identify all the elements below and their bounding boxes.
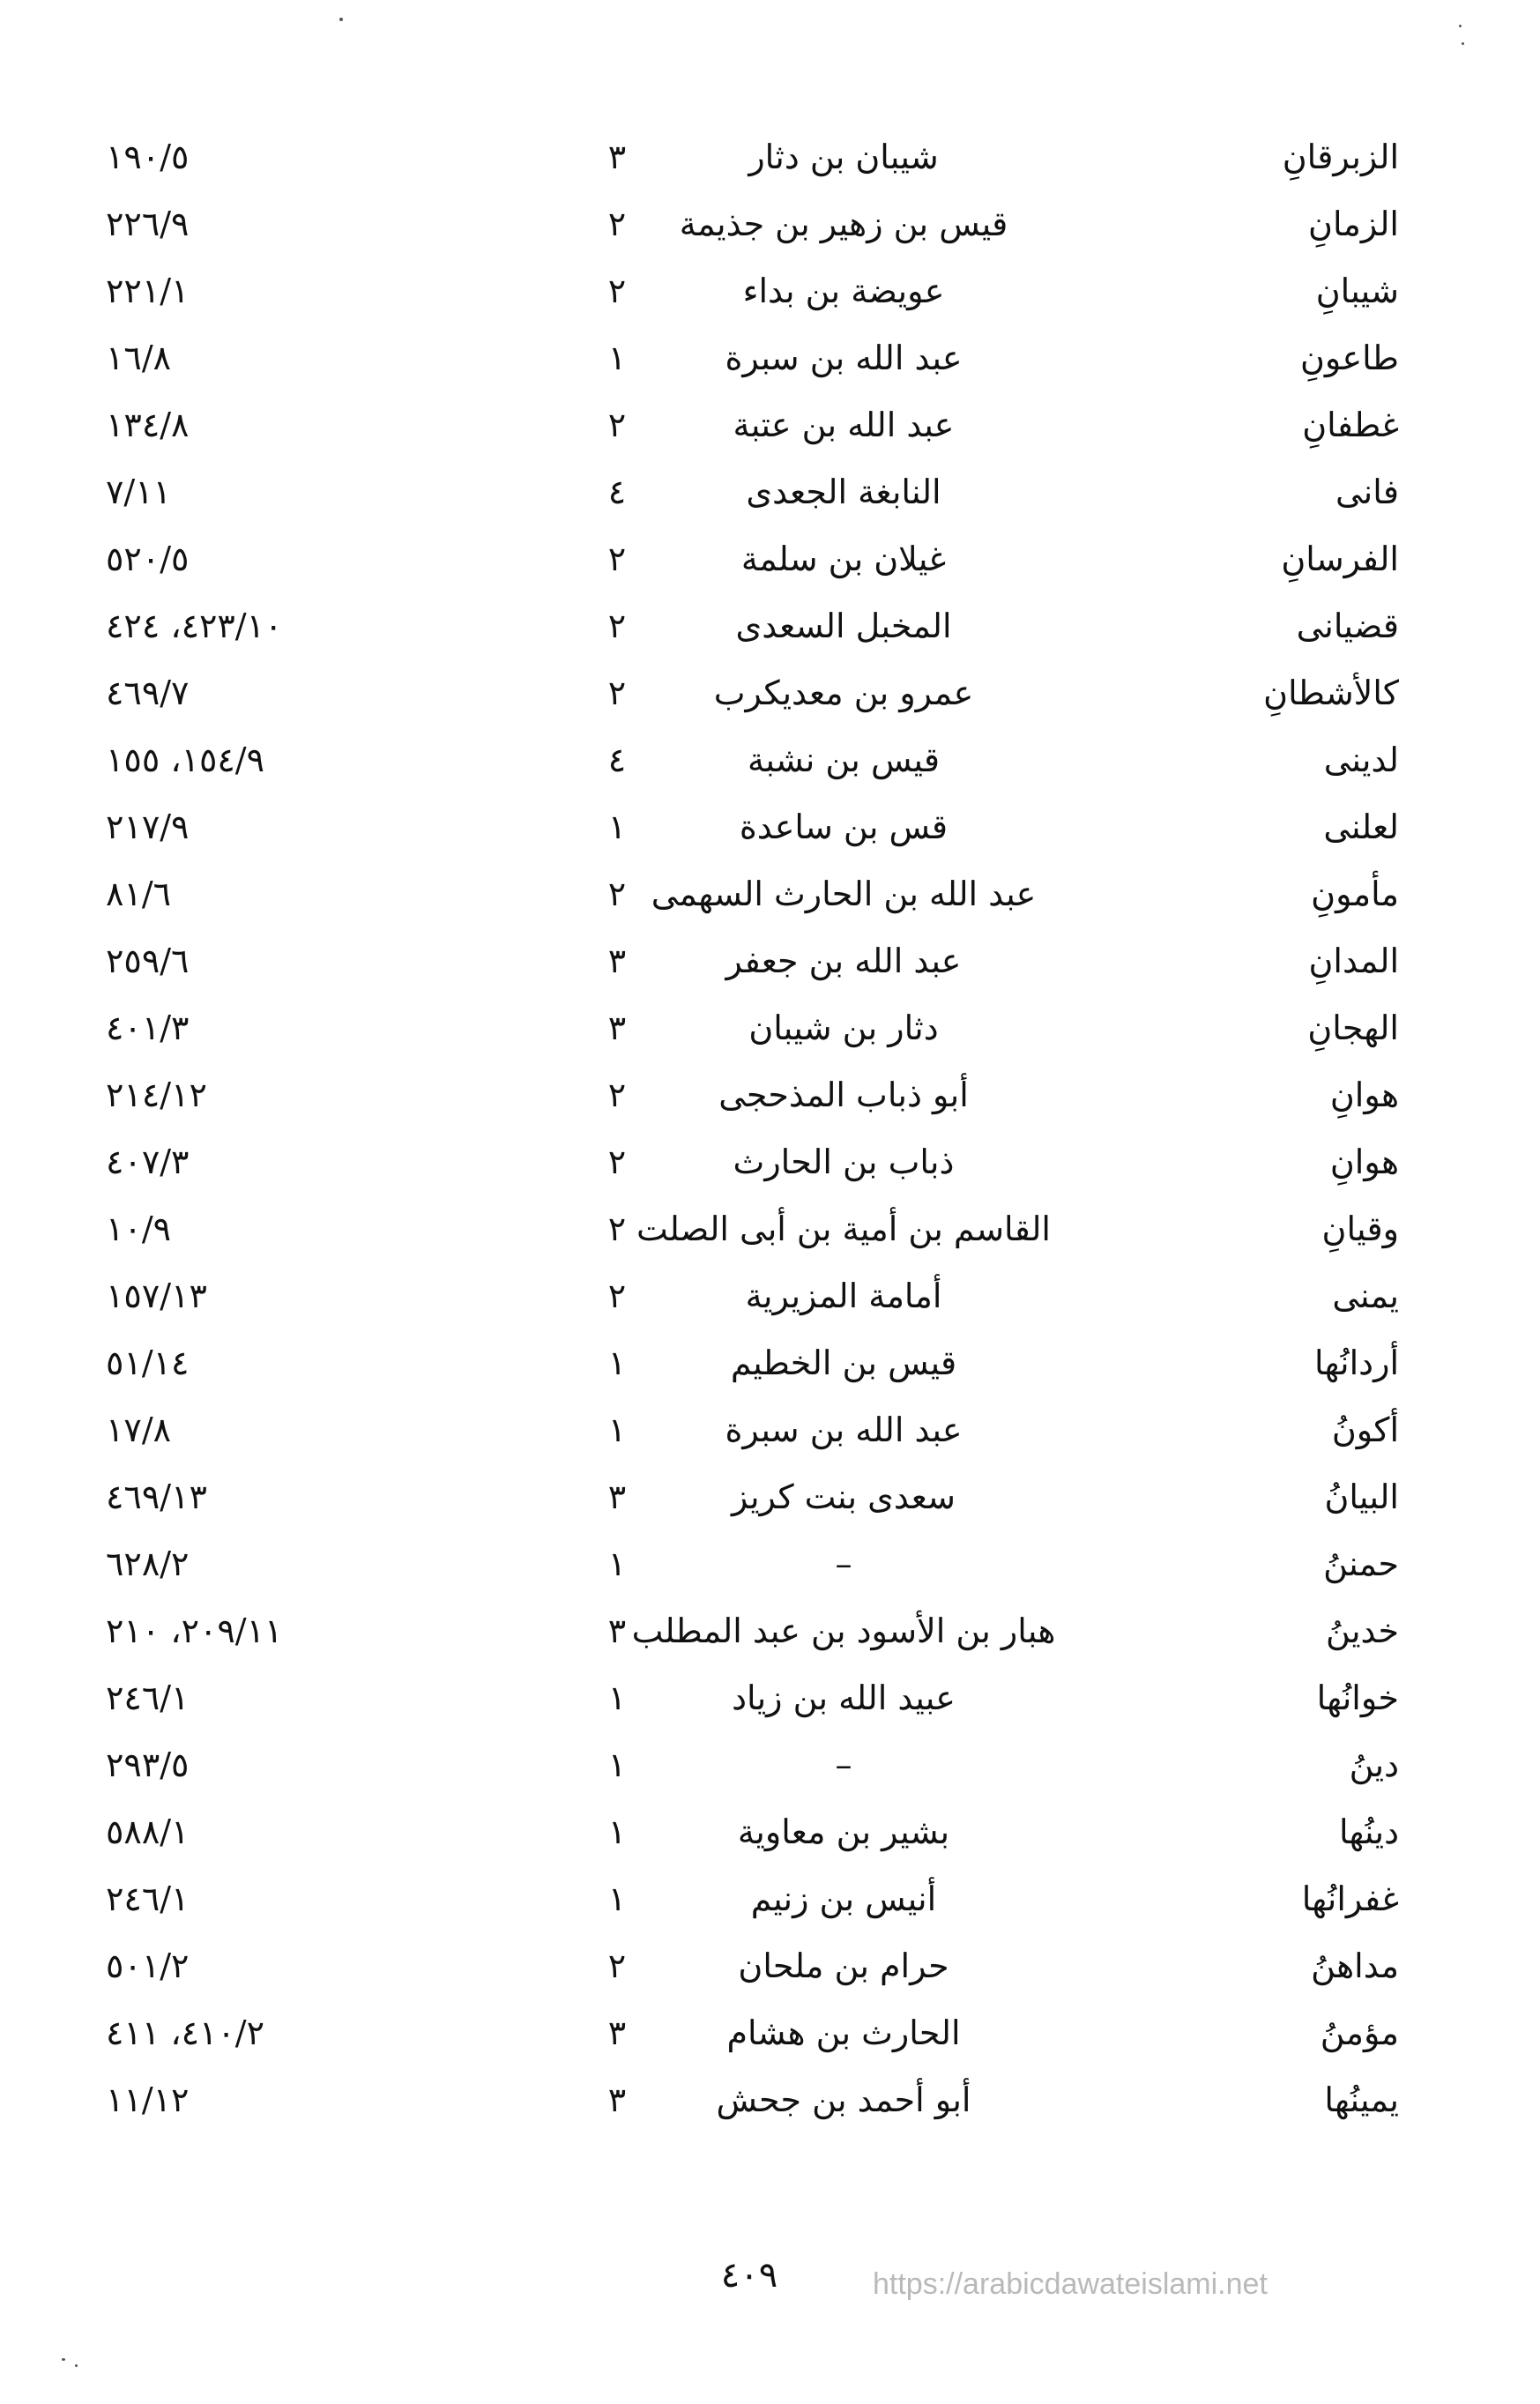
rhyme-word: دينُها (1338, 1812, 1399, 1851)
verse-count: ١ (607, 1544, 627, 1583)
verse-count: ٢ (607, 875, 627, 913)
poet-name: هبار بن الأسود بن عبد المطلب (631, 1611, 1056, 1650)
index-row (0, 994, 1540, 1061)
volume-page-ref: ٢٢١/١ (106, 272, 190, 310)
rhyme-word: الزمانِ (1308, 205, 1399, 243)
poet-name: عبد الله بن جعفر (725, 942, 962, 980)
volume-page-ref: ٥٠١/٢ (106, 1946, 190, 1985)
index-row (0, 2066, 1540, 2133)
volume-page-ref: ١٥٧/١٣ (106, 1276, 207, 1315)
poet-name: عبد الله بن سبرة (725, 1410, 963, 1449)
rhyme-word: غطفانِ (1302, 406, 1399, 444)
rhyme-word: دينُ (1349, 1745, 1399, 1784)
volume-page-ref: ١٧/٨ (106, 1410, 172, 1449)
poet-name: قس بن ساعدة (739, 808, 949, 846)
verse-count: ٢ (607, 1946, 627, 1985)
index-row (0, 726, 1540, 793)
index-row (0, 257, 1540, 324)
index-row (0, 927, 1540, 994)
verse-count: ٢ (607, 540, 627, 578)
verse-count: ٢ (607, 607, 627, 645)
rhyme-word: الفرسانِ (1281, 540, 1399, 578)
index-row (0, 1061, 1540, 1128)
volume-page-ref: ١٦/٨ (106, 339, 172, 377)
volume-page-ref: ١٣٤/٨ (106, 406, 190, 444)
rhyme-word: أردانُها (1313, 1343, 1399, 1382)
rhyme-word: الزبرقانِ (1282, 138, 1399, 176)
rhyme-word: كالأشطانِ (1263, 674, 1399, 712)
poet-name: – (835, 1745, 852, 1784)
poet-name: سعدى بنت كريز (732, 1477, 956, 1516)
volume-page-ref: ٢٤٦/١ (106, 1879, 190, 1918)
poet-name: بشير بن معاوية (737, 1812, 950, 1851)
poet-name: قيس بن الخطيم (730, 1343, 957, 1382)
poet-name: أبو ذباب المذحجى (718, 1075, 969, 1114)
volume-page-ref: ٤٦٩/١٣ (106, 1477, 207, 1516)
volume-page-ref: ٢٤٦/١ (106, 1678, 190, 1717)
verse-count: ٣ (607, 2013, 627, 2052)
verse-count: ٣ (607, 1008, 627, 1047)
poet-name: المخبل السعدى (735, 607, 952, 645)
scan-speck (1459, 25, 1462, 27)
volume-page-ref: ١٩٠/٥ (106, 138, 190, 176)
volume-page-ref: ٦٢٨/٢ (106, 1544, 190, 1583)
poet-name: شيبان بن دثار (748, 138, 939, 176)
verse-count: ١ (607, 1879, 627, 1918)
poet-name: عويضة بن بداء (742, 272, 945, 310)
index-row (0, 324, 1540, 391)
index-row (0, 1731, 1540, 1798)
verse-count: ٤ (607, 473, 627, 511)
rhyme-word: طاعونِ (1299, 339, 1399, 377)
verse-count: ١ (607, 339, 627, 377)
poet-name: عبد الله بن عتبة (733, 406, 955, 444)
poet-name: أنيس بن زنيم (750, 1879, 937, 1918)
verse-count: ٢ (607, 205, 627, 243)
verse-count: ٢ (607, 1075, 627, 1114)
verse-count: ١ (607, 1812, 627, 1851)
volume-page-ref: ٢٢٦/٩ (106, 205, 190, 243)
verse-count: ٣ (607, 138, 627, 176)
volume-page-ref: ٥١/١٤ (106, 1343, 190, 1382)
verse-count: ٢ (607, 1276, 627, 1315)
scan-speck (75, 2364, 78, 2367)
rhyme-word: لدينى (1323, 741, 1399, 779)
poet-name: عمرو بن معديكرب (713, 674, 974, 712)
index-row (0, 458, 1540, 525)
volume-page-ref: ٤١٠/٢، ٤١١ (106, 2013, 265, 2052)
volume-page-ref: ١٠/٩ (106, 1209, 172, 1248)
poet-name: عبد الله بن سبرة (725, 339, 963, 377)
poet-name: أبو أحمد بن جحش (716, 2080, 971, 2119)
index-row (0, 659, 1540, 726)
volume-page-ref: ٨١/٦ (106, 875, 172, 913)
page-number: ٤٠٩ (720, 2255, 778, 2296)
rhyme-word: حمننُ (1323, 1544, 1399, 1583)
poet-name: دثار بن شيبان (748, 1008, 939, 1047)
poet-name: حرام بن ملحان (738, 1946, 949, 1985)
rhyme-word: يمنى (1332, 1276, 1399, 1315)
index-row (0, 391, 1540, 458)
volume-page-ref: ٢١٧/٩ (106, 808, 190, 846)
rhyme-word: المدانِ (1308, 942, 1399, 980)
index-row (0, 1262, 1540, 1329)
index-row (0, 190, 1540, 257)
rhyme-word: شيبانِ (1315, 272, 1399, 310)
verse-count: ٢ (607, 674, 627, 712)
index-row (0, 1798, 1540, 1865)
index-row (0, 1932, 1540, 1999)
verse-count: ٢ (607, 1209, 627, 1248)
index-row (0, 525, 1540, 592)
volume-page-ref: ٤٠١/٣ (106, 1008, 190, 1047)
index-row (0, 1463, 1540, 1530)
index-row (0, 1530, 1540, 1597)
rhyme-word: خوانُها (1316, 1678, 1399, 1717)
verse-count: ٣ (607, 2080, 627, 2119)
rhyme-word: لعلنى (1323, 808, 1399, 846)
verse-count: ٢ (607, 272, 627, 310)
poet-name: قيس بن زهير بن جذيمة (679, 205, 1008, 243)
rhyme-word: وقيانِ (1321, 1209, 1399, 1248)
rhyme-word: مؤمنُ (1320, 2013, 1399, 2052)
volume-page-ref: ٧/١١ (106, 473, 172, 511)
volume-page-ref: ١٥٤/٩، ١٥٥ (106, 741, 265, 779)
rhyme-word: خدينُ (1326, 1611, 1399, 1650)
volume-page-ref: ٢٥٩/٦ (106, 942, 190, 980)
rhyme-word: أكونُ (1331, 1410, 1399, 1449)
verse-count: ٣ (607, 1611, 627, 1650)
scan-speck (62, 2358, 65, 2361)
verse-count: ٢ (607, 406, 627, 444)
index-row (0, 123, 1540, 190)
volume-page-ref: ٤٦٩/٧ (106, 674, 190, 712)
poet-name: الحارث بن هشام (726, 2013, 961, 2052)
index-row (0, 793, 1540, 860)
volume-page-ref: ٥٢٠/٥ (106, 540, 190, 578)
poet-name: ذباب بن الحارث (733, 1142, 955, 1181)
rhyme-word: البيانُ (1324, 1477, 1399, 1516)
index-row (0, 1664, 1540, 1731)
verse-count: ١ (607, 1745, 627, 1784)
rhyme-word: هوانِ (1329, 1142, 1399, 1181)
volume-page-ref: ١١/١٢ (106, 2080, 190, 2119)
rhyme-word: مداهنُ (1311, 1946, 1399, 1985)
volume-page-ref: ٢١٤/١٢ (106, 1075, 207, 1114)
index-row (0, 1597, 1540, 1664)
poet-name: القاسم بن أمية بن أبى الصلت (636, 1209, 1051, 1248)
rhyme-word: قضيانى (1296, 607, 1399, 645)
verse-count: ٤ (607, 741, 627, 779)
volume-page-ref: ٥٨٨/١ (106, 1812, 190, 1851)
index-row (0, 1329, 1540, 1396)
scan-speck (1462, 42, 1464, 45)
poet-name: عبيد الله بن زياد (732, 1678, 956, 1717)
rhyme-word: غفرانُها (1301, 1879, 1399, 1918)
rhyme-word: مأمونِ (1311, 875, 1399, 913)
rhyme-word: يمينُها (1324, 2080, 1399, 2119)
index-row (0, 860, 1540, 927)
volume-page-ref: ٢٩٣/٥ (106, 1745, 190, 1784)
poet-name: غيلان بن سلمة (740, 540, 947, 578)
volume-page-ref: ٤٢٣/١٠، ٤٢٤ (106, 607, 283, 645)
verse-count: ٢ (607, 1142, 627, 1181)
scan-speck (339, 18, 343, 21)
poet-name: – (835, 1544, 852, 1583)
index-row (0, 1865, 1540, 1932)
index-row (0, 1128, 1540, 1195)
verse-count: ١ (607, 1678, 627, 1717)
volume-page-ref: ٢٠٩/١١، ٢١٠ (106, 1611, 283, 1650)
poet-name: قيس بن نشبة (747, 741, 941, 779)
index-row (0, 1396, 1540, 1463)
index-row (0, 1195, 1540, 1262)
poet-name: النابغة الجعدى (746, 473, 941, 511)
verse-count: ١ (607, 1410, 627, 1449)
poet-name: عبد الله بن الحارث السهمى (651, 875, 1037, 913)
rhyme-word: الهجانِ (1307, 1008, 1399, 1047)
poet-name: أمامة المزيرية (745, 1276, 942, 1315)
rhyme-word: هوانِ (1329, 1075, 1399, 1114)
verse-count: ١ (607, 1343, 627, 1382)
verse-count: ١ (607, 808, 627, 846)
verse-count: ٣ (607, 942, 627, 980)
watermark-url: https://arabicdawateislami.net (873, 2267, 1268, 2301)
volume-page-ref: ٤٠٧/٣ (106, 1142, 190, 1181)
index-row (0, 1999, 1540, 2066)
verse-count: ٣ (607, 1477, 627, 1516)
rhyme-word: فانى (1335, 473, 1399, 511)
index-row (0, 592, 1540, 659)
